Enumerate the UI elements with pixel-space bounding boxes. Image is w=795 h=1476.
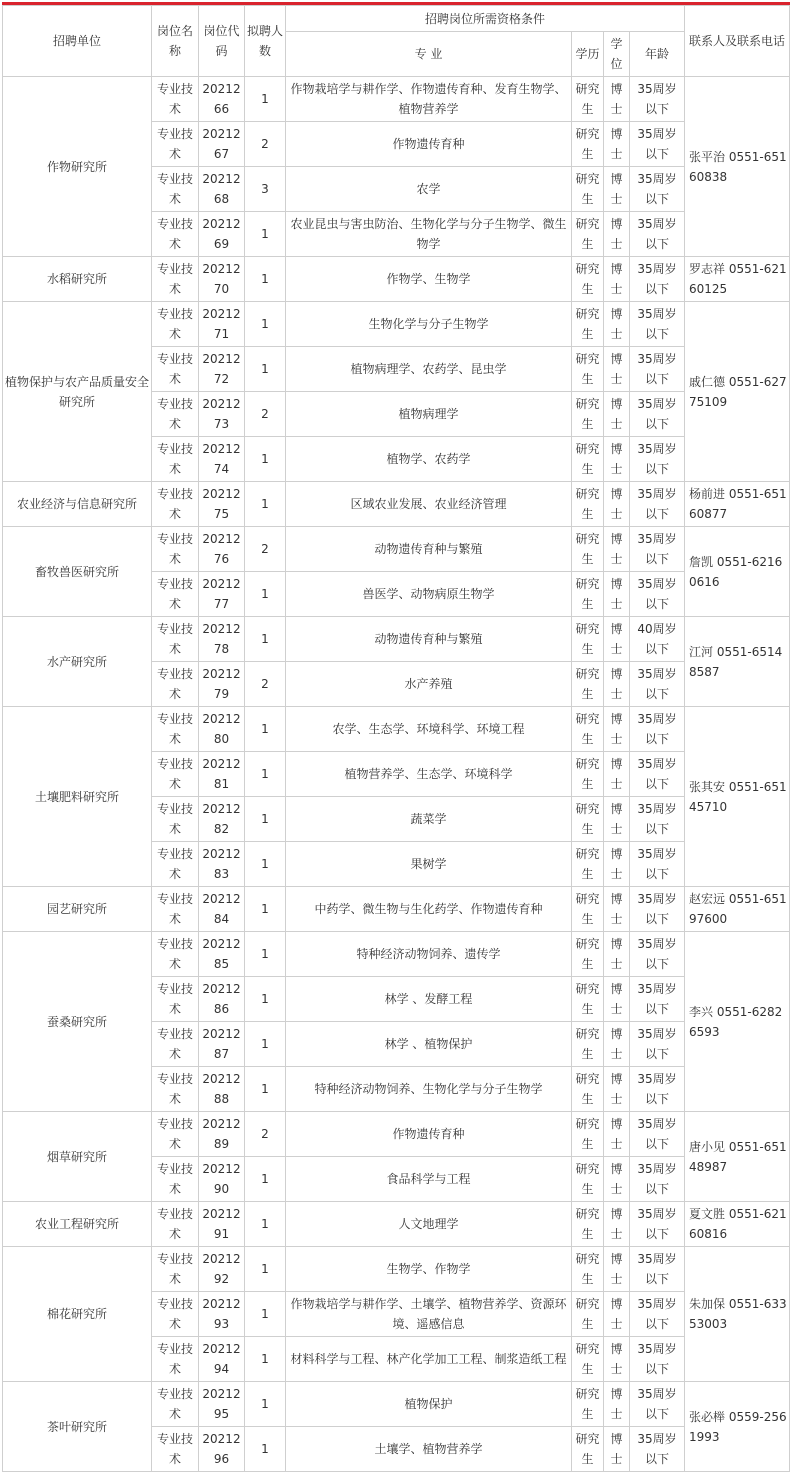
post-name-cell: 专业技术 bbox=[152, 797, 199, 842]
age-cell: 35周岁以下 bbox=[630, 1337, 685, 1382]
unit-cell: 植物保护与农产品质量安全研究所 bbox=[3, 302, 152, 482]
count-cell: 1 bbox=[245, 1202, 286, 1247]
education-cell: 研究生 bbox=[572, 887, 604, 932]
post-code-cell: 2021276 bbox=[199, 527, 245, 572]
degree-cell: 博士 bbox=[604, 77, 630, 122]
major-cell: 动物遗传育种与繁殖 bbox=[286, 617, 572, 662]
major-cell: 作物遗传育种 bbox=[286, 1112, 572, 1157]
count-cell: 1 bbox=[245, 977, 286, 1022]
table-row bbox=[3, 1247, 790, 1292]
major-cell: 植物营养学、生态学、环境科学 bbox=[286, 752, 572, 797]
age-cell: 35周岁以下 bbox=[630, 122, 685, 167]
post-name-cell: 专业技术 bbox=[152, 257, 199, 302]
post-code-cell: 2021291 bbox=[199, 1202, 245, 1247]
degree-cell: 博士 bbox=[604, 392, 630, 437]
age-cell: 35周岁以下 bbox=[630, 347, 685, 392]
major-cell: 林学 、植物保护 bbox=[286, 1022, 572, 1067]
major-cell: 植物保护 bbox=[286, 1382, 572, 1427]
education-cell: 研究生 bbox=[572, 1067, 604, 1112]
major-cell: 农业昆虫与害虫防治、生物化学与分子生物学、微生物学 bbox=[286, 212, 572, 257]
unit-cell: 水产研究所 bbox=[3, 617, 152, 707]
contact-cell: 夏文胜 0551-62160816 bbox=[685, 1202, 790, 1247]
count-cell: 1 bbox=[245, 212, 286, 257]
major-cell: 作物遗传育种 bbox=[286, 122, 572, 167]
post-name-cell: 专业技术 bbox=[152, 1157, 199, 1202]
contact-cell: 江河 0551-65148587 bbox=[685, 617, 790, 707]
education-cell: 研究生 bbox=[572, 662, 604, 707]
degree-cell: 博士 bbox=[604, 707, 630, 752]
post-name-cell: 专业技术 bbox=[152, 842, 199, 887]
degree-cell: 博士 bbox=[604, 482, 630, 527]
header-major: 专 业 bbox=[286, 32, 572, 77]
post-code-cell: 2021268 bbox=[199, 167, 245, 212]
post-code-cell: 2021296 bbox=[199, 1427, 245, 1472]
post-code-cell: 2021275 bbox=[199, 482, 245, 527]
degree-cell: 博士 bbox=[604, 212, 630, 257]
education-cell: 研究生 bbox=[572, 257, 604, 302]
unit-cell: 蚕桑研究所 bbox=[3, 932, 152, 1112]
unit-cell: 水稻研究所 bbox=[3, 257, 152, 302]
contact-cell: 赵宏远 0551-65197600 bbox=[685, 887, 790, 932]
age-cell: 35周岁以下 bbox=[630, 167, 685, 212]
age-cell: 35周岁以下 bbox=[630, 752, 685, 797]
post-code-cell: 2021283 bbox=[199, 842, 245, 887]
header-post-code: 岗位代码 bbox=[199, 6, 245, 77]
age-cell: 35周岁以下 bbox=[630, 392, 685, 437]
contact-cell: 唐小见 0551-65148987 bbox=[685, 1112, 790, 1202]
education-cell: 研究生 bbox=[572, 842, 604, 887]
major-cell: 特种经济动物饲养、遗传学 bbox=[286, 932, 572, 977]
count-cell: 1 bbox=[245, 842, 286, 887]
header-unit: 招聘单位 bbox=[3, 6, 152, 77]
unit-cell: 茶叶研究所 bbox=[3, 1382, 152, 1472]
education-cell: 研究生 bbox=[572, 1112, 604, 1157]
table-row bbox=[3, 1382, 790, 1427]
degree-cell: 博士 bbox=[604, 887, 630, 932]
post-code-cell: 2021272 bbox=[199, 347, 245, 392]
education-cell: 研究生 bbox=[572, 1292, 604, 1337]
post-name-cell: 专业技术 bbox=[152, 482, 199, 527]
post-code-cell: 2021285 bbox=[199, 932, 245, 977]
contact-cell: 张其安 0551-65145710 bbox=[685, 707, 790, 887]
count-cell: 2 bbox=[245, 527, 286, 572]
count-cell: 1 bbox=[245, 1427, 286, 1472]
header-age: 年龄 bbox=[630, 32, 685, 77]
education-cell: 研究生 bbox=[572, 482, 604, 527]
count-cell: 1 bbox=[245, 257, 286, 302]
degree-cell: 博士 bbox=[604, 347, 630, 392]
header-row-1 bbox=[3, 6, 790, 32]
age-cell: 35周岁以下 bbox=[630, 1202, 685, 1247]
age-cell: 35周岁以下 bbox=[630, 482, 685, 527]
age-cell: 35周岁以下 bbox=[630, 1022, 685, 1067]
table-row bbox=[3, 617, 790, 662]
count-cell: 1 bbox=[245, 1247, 286, 1292]
age-cell: 35周岁以下 bbox=[630, 257, 685, 302]
post-name-cell: 专业技术 bbox=[152, 1427, 199, 1472]
contact-cell: 罗志祥 0551-62160125 bbox=[685, 257, 790, 302]
contact-cell: 朱加保 0551-63353003 bbox=[685, 1247, 790, 1382]
post-code-cell: 2021289 bbox=[199, 1112, 245, 1157]
degree-cell: 博士 bbox=[604, 122, 630, 167]
unit-cell: 农业工程研究所 bbox=[3, 1202, 152, 1247]
major-cell: 土壤学、植物营养学 bbox=[286, 1427, 572, 1472]
count-cell: 1 bbox=[245, 347, 286, 392]
degree-cell: 博士 bbox=[604, 842, 630, 887]
post-name-cell: 专业技术 bbox=[152, 437, 199, 482]
post-code-cell: 2021282 bbox=[199, 797, 245, 842]
age-cell: 35周岁以下 bbox=[630, 1067, 685, 1112]
age-cell: 35周岁以下 bbox=[630, 932, 685, 977]
post-name-cell: 专业技术 bbox=[152, 752, 199, 797]
unit-cell: 烟草研究所 bbox=[3, 1112, 152, 1202]
major-cell: 兽医学、动物病原生物学 bbox=[286, 572, 572, 617]
post-code-cell: 2021293 bbox=[199, 1292, 245, 1337]
major-cell: 农学 bbox=[286, 167, 572, 212]
major-cell: 中药学、微生物与生化药学、作物遗传育种 bbox=[286, 887, 572, 932]
age-cell: 35周岁以下 bbox=[630, 212, 685, 257]
count-cell: 2 bbox=[245, 122, 286, 167]
count-cell: 1 bbox=[245, 482, 286, 527]
age-cell: 35周岁以下 bbox=[630, 707, 685, 752]
major-cell: 植物学、农药学 bbox=[286, 437, 572, 482]
post-name-cell: 专业技术 bbox=[152, 167, 199, 212]
table-row bbox=[3, 1202, 790, 1247]
major-cell: 农学、生态学、环境科学、环境工程 bbox=[286, 707, 572, 752]
major-cell: 作物学、生物学 bbox=[286, 257, 572, 302]
education-cell: 研究生 bbox=[572, 1247, 604, 1292]
age-cell: 35周岁以下 bbox=[630, 1247, 685, 1292]
post-name-cell: 专业技术 bbox=[152, 1382, 199, 1427]
education-cell: 研究生 bbox=[572, 392, 604, 437]
education-cell: 研究生 bbox=[572, 707, 604, 752]
header-education: 学历 bbox=[572, 32, 604, 77]
post-name-cell: 专业技术 bbox=[152, 212, 199, 257]
count-cell: 1 bbox=[245, 1292, 286, 1337]
contact-cell: 张平治 0551-65160838 bbox=[685, 77, 790, 257]
post-name-cell: 专业技术 bbox=[152, 1337, 199, 1382]
age-cell: 35周岁以下 bbox=[630, 1112, 685, 1157]
age-cell: 35周岁以下 bbox=[630, 1382, 685, 1427]
major-cell: 作物栽培学与耕作学、作物遗传育种、发育生物学、植物营养学 bbox=[286, 77, 572, 122]
table-row bbox=[3, 887, 790, 932]
count-cell: 2 bbox=[245, 662, 286, 707]
count-cell: 1 bbox=[245, 707, 286, 752]
unit-cell: 棉花研究所 bbox=[3, 1247, 152, 1382]
contact-cell: 戚仁德 0551-62775109 bbox=[685, 302, 790, 482]
count-cell: 1 bbox=[245, 437, 286, 482]
degree-cell: 博士 bbox=[604, 932, 630, 977]
table-row bbox=[3, 77, 790, 122]
post-name-cell: 专业技术 bbox=[152, 887, 199, 932]
post-name-cell: 专业技术 bbox=[152, 122, 199, 167]
degree-cell: 博士 bbox=[604, 752, 630, 797]
count-cell: 1 bbox=[245, 77, 286, 122]
age-cell: 40周岁以下 bbox=[630, 617, 685, 662]
count-cell: 1 bbox=[245, 617, 286, 662]
education-cell: 研究生 bbox=[572, 752, 604, 797]
education-cell: 研究生 bbox=[572, 167, 604, 212]
education-cell: 研究生 bbox=[572, 977, 604, 1022]
post-code-cell: 2021269 bbox=[199, 212, 245, 257]
major-cell: 蔬菜学 bbox=[286, 797, 572, 842]
count-cell: 2 bbox=[245, 392, 286, 437]
major-cell: 林学 、发酵工程 bbox=[286, 977, 572, 1022]
contact-cell: 詹凯 0551-62160616 bbox=[685, 527, 790, 617]
age-cell: 35周岁以下 bbox=[630, 842, 685, 887]
education-cell: 研究生 bbox=[572, 1202, 604, 1247]
education-cell: 研究生 bbox=[572, 122, 604, 167]
age-cell: 35周岁以下 bbox=[630, 1292, 685, 1337]
major-cell: 人文地理学 bbox=[286, 1202, 572, 1247]
degree-cell: 博士 bbox=[604, 797, 630, 842]
count-cell: 1 bbox=[245, 1337, 286, 1382]
degree-cell: 博士 bbox=[604, 977, 630, 1022]
count-cell: 1 bbox=[245, 1022, 286, 1067]
major-cell: 生物化学与分子生物学 bbox=[286, 302, 572, 347]
header-contact: 联系人及联系电话 bbox=[685, 6, 790, 77]
degree-cell: 博士 bbox=[604, 257, 630, 302]
table-row bbox=[3, 707, 790, 752]
header-count: 拟聘人数 bbox=[245, 6, 286, 77]
education-cell: 研究生 bbox=[572, 797, 604, 842]
age-cell: 35周岁以下 bbox=[630, 302, 685, 347]
table-row bbox=[3, 527, 790, 572]
degree-cell: 博士 bbox=[604, 1292, 630, 1337]
education-cell: 研究生 bbox=[572, 617, 604, 662]
post-name-cell: 专业技术 bbox=[152, 77, 199, 122]
age-cell: 35周岁以下 bbox=[630, 572, 685, 617]
major-cell: 作物栽培学与耕作学、土壤学、植物营养学、资源环境、遥感信息 bbox=[286, 1292, 572, 1337]
age-cell: 35周岁以下 bbox=[630, 437, 685, 482]
post-code-cell: 2021279 bbox=[199, 662, 245, 707]
header-degree: 学位 bbox=[604, 32, 630, 77]
age-cell: 35周岁以下 bbox=[630, 1427, 685, 1472]
count-cell: 2 bbox=[245, 1112, 286, 1157]
table-row bbox=[3, 1112, 790, 1157]
degree-cell: 博士 bbox=[604, 1337, 630, 1382]
post-name-cell: 专业技术 bbox=[152, 392, 199, 437]
post-name-cell: 专业技术 bbox=[152, 932, 199, 977]
post-code-cell: 2021292 bbox=[199, 1247, 245, 1292]
recruitment-table-wrapper bbox=[2, 2, 790, 1472]
count-cell: 3 bbox=[245, 167, 286, 212]
education-cell: 研究生 bbox=[572, 437, 604, 482]
education-cell: 研究生 bbox=[572, 1337, 604, 1382]
degree-cell: 博士 bbox=[604, 1202, 630, 1247]
unit-cell: 作物研究所 bbox=[3, 77, 152, 257]
recruitment-table bbox=[2, 5, 790, 1472]
education-cell: 研究生 bbox=[572, 212, 604, 257]
table-row bbox=[3, 932, 790, 977]
education-cell: 研究生 bbox=[572, 1427, 604, 1472]
degree-cell: 博士 bbox=[604, 1067, 630, 1112]
age-cell: 35周岁以下 bbox=[630, 797, 685, 842]
unit-cell: 园艺研究所 bbox=[3, 887, 152, 932]
unit-cell: 农业经济与信息研究所 bbox=[3, 482, 152, 527]
post-code-cell: 2021266 bbox=[199, 77, 245, 122]
contact-cell: 张必榉 0559-2561993 bbox=[685, 1382, 790, 1472]
post-code-cell: 2021280 bbox=[199, 707, 245, 752]
education-cell: 研究生 bbox=[572, 527, 604, 572]
contact-cell: 李兴 0551-62826593 bbox=[685, 932, 790, 1112]
major-cell: 特种经济动物饲养、生物化学与分子生物学 bbox=[286, 1067, 572, 1112]
header-post-name: 岗位名称 bbox=[152, 6, 199, 77]
post-name-cell: 专业技术 bbox=[152, 617, 199, 662]
post-code-cell: 2021274 bbox=[199, 437, 245, 482]
post-code-cell: 2021270 bbox=[199, 257, 245, 302]
major-cell: 植物病理学 bbox=[286, 392, 572, 437]
degree-cell: 博士 bbox=[604, 437, 630, 482]
post-code-cell: 2021267 bbox=[199, 122, 245, 167]
post-name-cell: 专业技术 bbox=[152, 572, 199, 617]
count-cell: 1 bbox=[245, 572, 286, 617]
degree-cell: 博士 bbox=[604, 302, 630, 347]
post-code-cell: 2021281 bbox=[199, 752, 245, 797]
post-code-cell: 2021273 bbox=[199, 392, 245, 437]
degree-cell: 博士 bbox=[604, 1427, 630, 1472]
post-code-cell: 2021271 bbox=[199, 302, 245, 347]
education-cell: 研究生 bbox=[572, 347, 604, 392]
count-cell: 1 bbox=[245, 1157, 286, 1202]
count-cell: 1 bbox=[245, 932, 286, 977]
major-cell: 材料科学与工程、林产化学加工工程、制浆造纸工程 bbox=[286, 1337, 572, 1382]
post-name-cell: 专业技术 bbox=[152, 347, 199, 392]
education-cell: 研究生 bbox=[572, 572, 604, 617]
post-name-cell: 专业技术 bbox=[152, 1067, 199, 1112]
table-row bbox=[3, 257, 790, 302]
major-cell: 果树学 bbox=[286, 842, 572, 887]
degree-cell: 博士 bbox=[604, 617, 630, 662]
education-cell: 研究生 bbox=[572, 77, 604, 122]
post-name-cell: 专业技术 bbox=[152, 707, 199, 752]
unit-cell: 土壤肥料研究所 bbox=[3, 707, 152, 887]
post-code-cell: 2021294 bbox=[199, 1337, 245, 1382]
table-row bbox=[3, 482, 790, 527]
degree-cell: 博士 bbox=[604, 1157, 630, 1202]
major-cell: 区域农业发展、农业经济管理 bbox=[286, 482, 572, 527]
post-code-cell: 2021286 bbox=[199, 977, 245, 1022]
post-code-cell: 2021295 bbox=[199, 1382, 245, 1427]
post-name-cell: 专业技术 bbox=[152, 977, 199, 1022]
age-cell: 35周岁以下 bbox=[630, 527, 685, 572]
education-cell: 研究生 bbox=[572, 932, 604, 977]
count-cell: 1 bbox=[245, 1382, 286, 1427]
degree-cell: 博士 bbox=[604, 572, 630, 617]
post-code-cell: 2021288 bbox=[199, 1067, 245, 1112]
degree-cell: 博士 bbox=[604, 662, 630, 707]
header-conditions: 招聘岗位所需资格条件 bbox=[286, 6, 685, 32]
age-cell: 35周岁以下 bbox=[630, 662, 685, 707]
count-cell: 1 bbox=[245, 797, 286, 842]
major-cell: 水产养殖 bbox=[286, 662, 572, 707]
education-cell: 研究生 bbox=[572, 1022, 604, 1067]
major-cell: 生物学、作物学 bbox=[286, 1247, 572, 1292]
education-cell: 研究生 bbox=[572, 1157, 604, 1202]
unit-cell: 畜牧兽医研究所 bbox=[3, 527, 152, 617]
post-name-cell: 专业技术 bbox=[152, 1112, 199, 1157]
count-cell: 1 bbox=[245, 887, 286, 932]
table-row bbox=[3, 302, 790, 347]
degree-cell: 博士 bbox=[604, 527, 630, 572]
major-cell: 植物病理学、农药学、昆虫学 bbox=[286, 347, 572, 392]
age-cell: 35周岁以下 bbox=[630, 887, 685, 932]
age-cell: 35周岁以下 bbox=[630, 977, 685, 1022]
post-code-cell: 2021278 bbox=[199, 617, 245, 662]
education-cell: 研究生 bbox=[572, 302, 604, 347]
age-cell: 35周岁以下 bbox=[630, 1157, 685, 1202]
post-code-cell: 2021284 bbox=[199, 887, 245, 932]
degree-cell: 博士 bbox=[604, 1247, 630, 1292]
post-code-cell: 2021290 bbox=[199, 1157, 245, 1202]
major-cell: 食品科学与工程 bbox=[286, 1157, 572, 1202]
contact-cell: 杨前进 0551-65160877 bbox=[685, 482, 790, 527]
education-cell: 研究生 bbox=[572, 1382, 604, 1427]
post-code-cell: 2021277 bbox=[199, 572, 245, 617]
post-name-cell: 专业技术 bbox=[152, 527, 199, 572]
count-cell: 1 bbox=[245, 302, 286, 347]
post-code-cell: 2021287 bbox=[199, 1022, 245, 1067]
degree-cell: 博士 bbox=[604, 1022, 630, 1067]
major-cell: 动物遗传育种与繁殖 bbox=[286, 527, 572, 572]
age-cell: 35周岁以下 bbox=[630, 77, 685, 122]
count-cell: 1 bbox=[245, 752, 286, 797]
degree-cell: 博士 bbox=[604, 1382, 630, 1427]
post-name-cell: 专业技术 bbox=[152, 302, 199, 347]
count-cell: 1 bbox=[245, 1067, 286, 1112]
post-name-cell: 专业技术 bbox=[152, 1292, 199, 1337]
degree-cell: 博士 bbox=[604, 167, 630, 212]
post-name-cell: 专业技术 bbox=[152, 1022, 199, 1067]
post-name-cell: 专业技术 bbox=[152, 662, 199, 707]
post-name-cell: 专业技术 bbox=[152, 1202, 199, 1247]
post-name-cell: 专业技术 bbox=[152, 1247, 199, 1292]
degree-cell: 博士 bbox=[604, 1112, 630, 1157]
